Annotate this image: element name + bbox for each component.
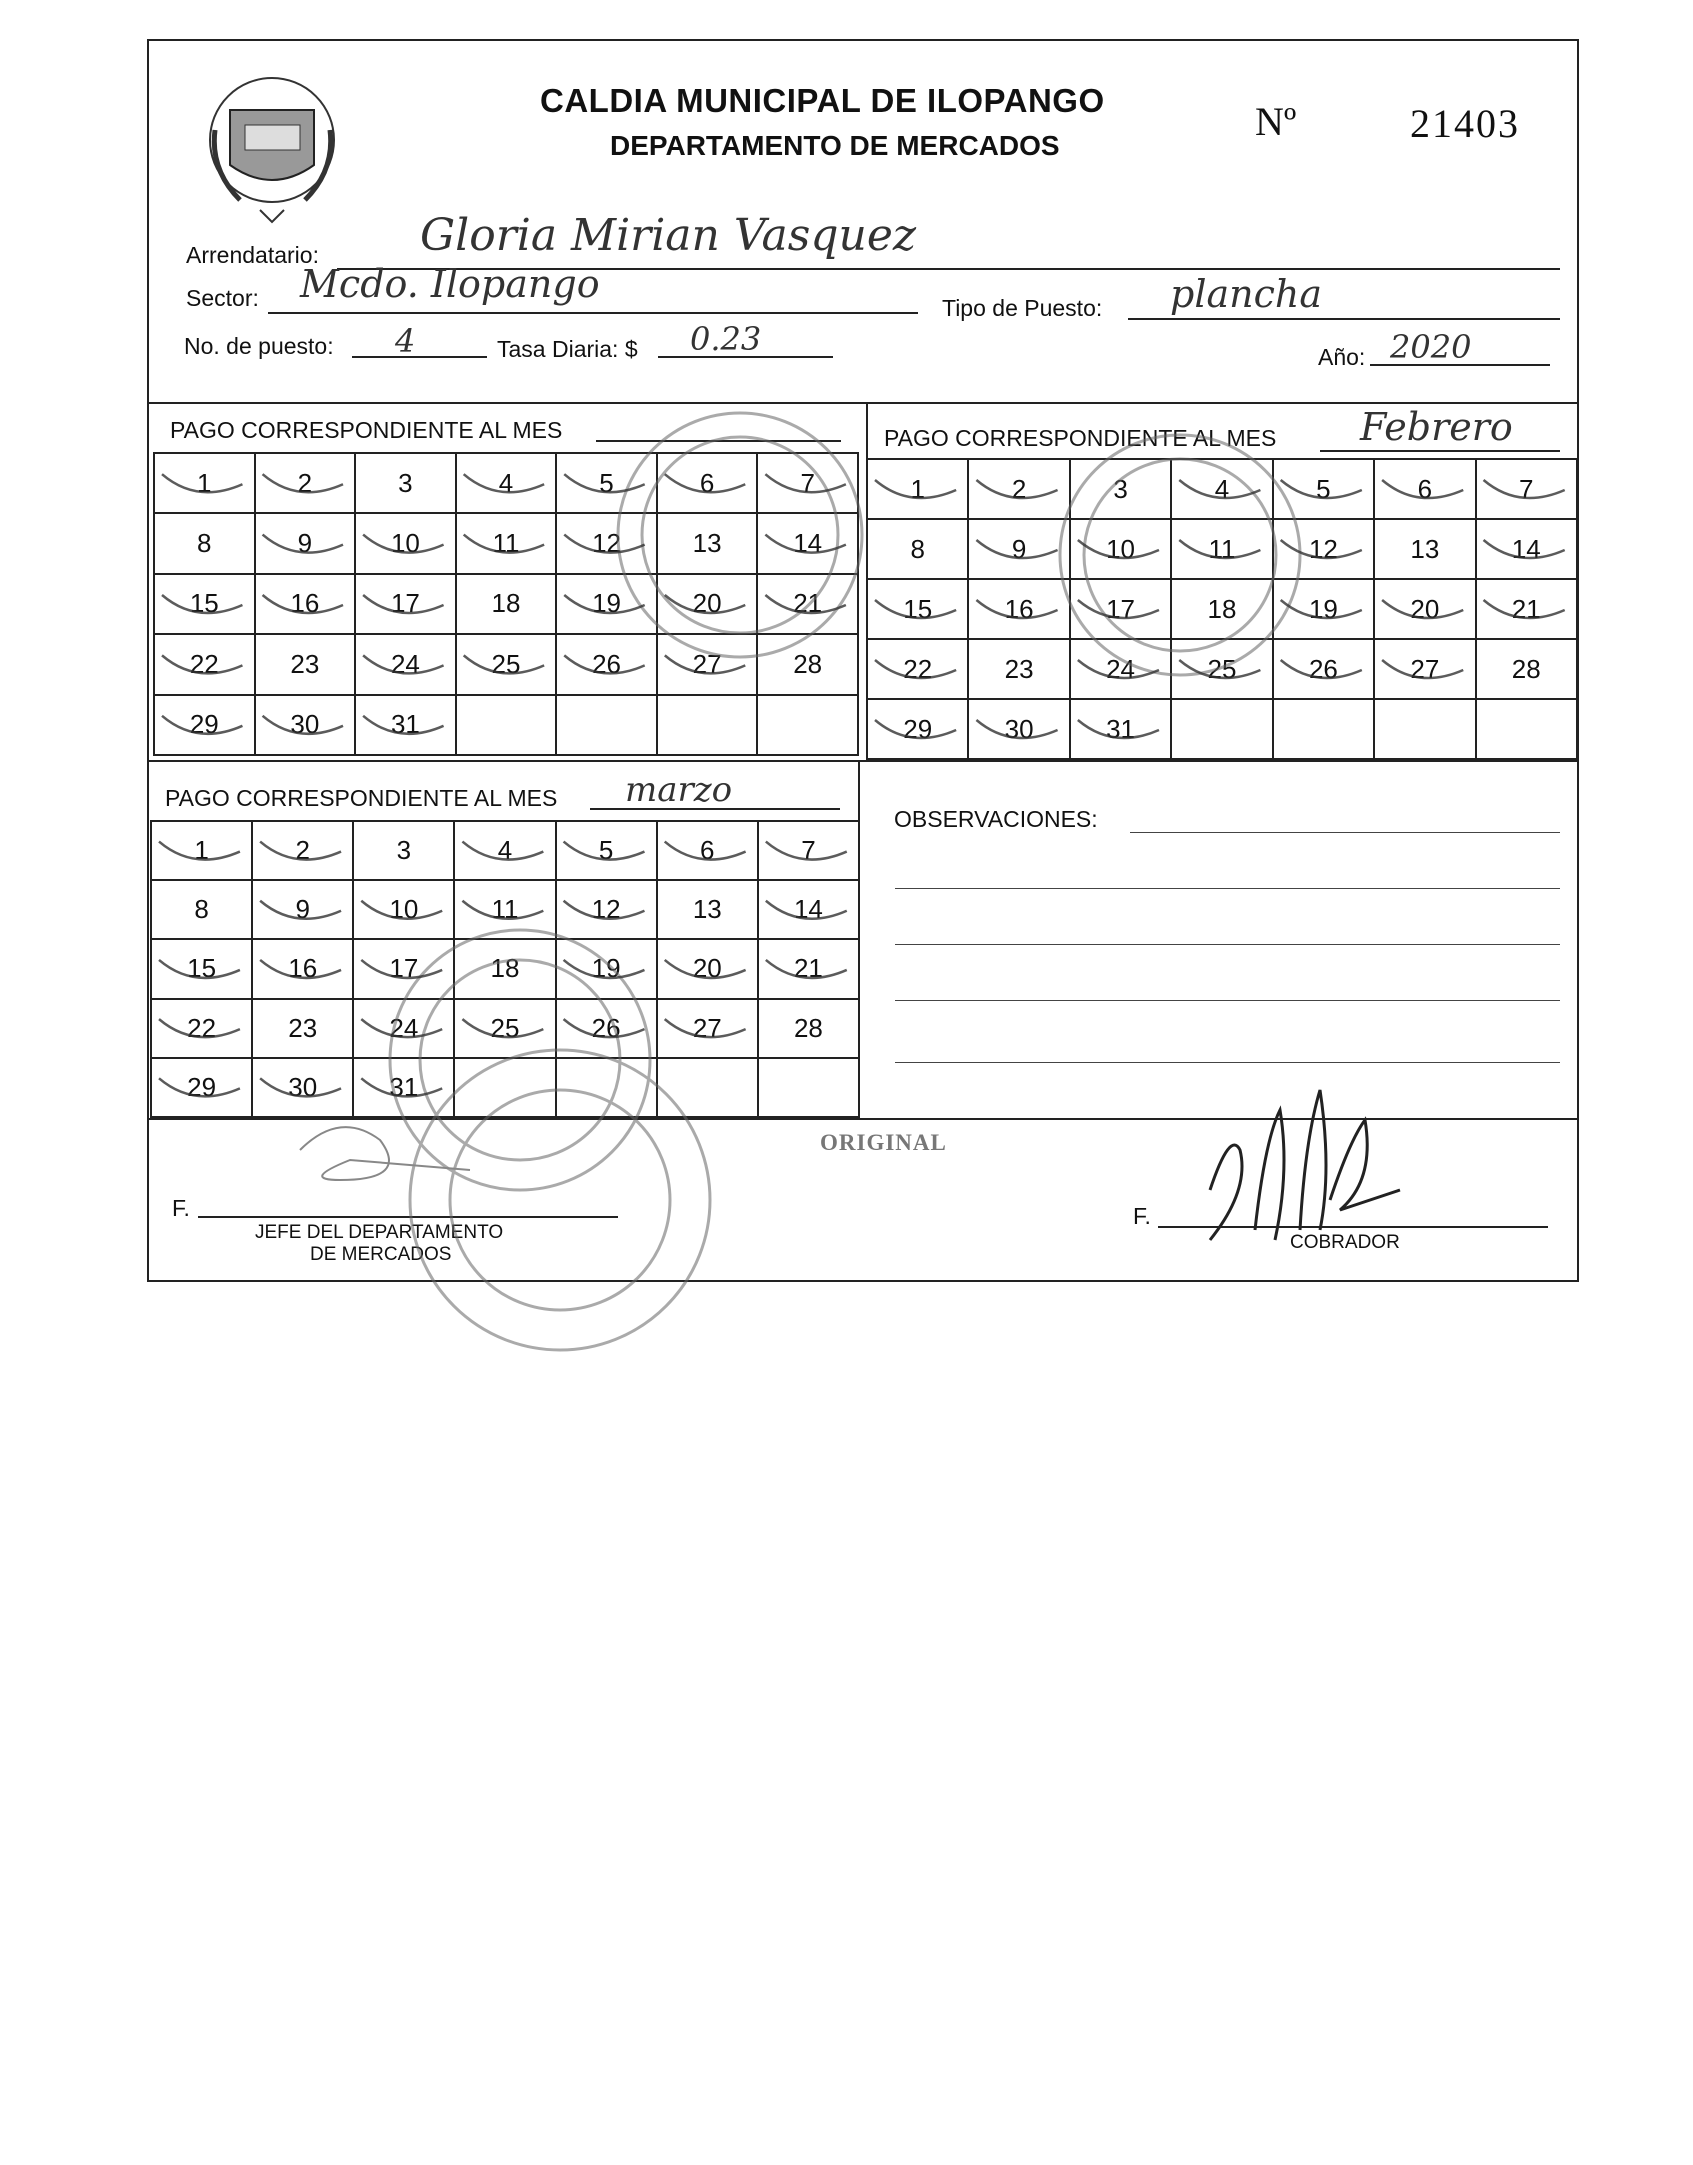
day-row: [151, 939, 859, 998]
left-signature-caption-1: JEFE DEL DEPARTAMENTO: [255, 1222, 504, 1243]
day-row: [154, 513, 858, 573]
day-cell: 11: [454, 880, 555, 939]
day-cell: 28: [757, 634, 858, 694]
month1-label: PAGO CORRESPONDIENTE AL MES: [170, 417, 563, 443]
day-cell: 28: [1476, 639, 1577, 699]
original-stamp: ORIGINAL: [820, 1130, 947, 1155]
puesto-label: No. de puesto:: [184, 333, 334, 359]
month3-label: PAGO CORRESPONDIENTE AL MES: [165, 785, 558, 811]
puesto-value: 4: [395, 322, 416, 360]
receipt-number: 21403: [1410, 101, 1520, 146]
day-cell: 4: [454, 821, 555, 880]
right-signature-caption: COBRADOR: [1290, 1232, 1400, 1253]
day-cell: 4: [456, 453, 557, 513]
day-cell: 7: [757, 453, 858, 513]
day-cell: [657, 1058, 758, 1117]
section-rule-bottom: [147, 1118, 1579, 1120]
day-cell: 16: [968, 579, 1069, 639]
day-row: [151, 1058, 859, 1117]
day-cell: 25: [454, 999, 555, 1058]
day-cell: 6: [657, 453, 758, 513]
day-cell: 24: [1070, 639, 1171, 699]
day-cell: 22: [867, 639, 968, 699]
day-cell: 21: [758, 939, 859, 998]
day-cell: 6: [657, 821, 758, 880]
day-cell: 15: [151, 939, 252, 998]
day-cell: 1: [151, 821, 252, 880]
day-cell: 1: [867, 459, 968, 519]
tipo-line: [1128, 318, 1560, 320]
day-cell: 25: [1171, 639, 1272, 699]
number-label: Nº: [1255, 99, 1297, 144]
day-cell: 10: [355, 513, 456, 573]
day-cell: 24: [353, 999, 454, 1058]
day-cell: 8: [154, 513, 255, 573]
day-cell: 26: [1273, 639, 1374, 699]
day-cell: 17: [355, 574, 456, 634]
day-cell: 12: [556, 513, 657, 573]
right-signature-line: [1158, 1226, 1548, 1228]
day-cell: 30: [255, 695, 356, 755]
day-cell: 18: [454, 939, 555, 998]
observaciones-line-3: [895, 944, 1560, 945]
day-cell: 5: [556, 821, 657, 880]
day-cell: 2: [255, 453, 356, 513]
day-row: [867, 579, 1577, 639]
day-cell: 25: [456, 634, 557, 694]
day-cell: 24: [355, 634, 456, 694]
month3-day-grid: [150, 820, 860, 1118]
day-cell: 3: [1070, 459, 1171, 519]
section-rule-top: [147, 402, 1579, 404]
puesto-line: [352, 356, 487, 358]
day-cell: 16: [252, 939, 353, 998]
left-signature-caption-2: DE MERCADOS: [310, 1244, 452, 1265]
day-cell: 17: [1070, 579, 1171, 639]
day-cell: 14: [757, 513, 858, 573]
day-row: [867, 519, 1577, 579]
day-cell: 20: [1374, 579, 1475, 639]
day-cell: 2: [968, 459, 1069, 519]
anio-label: Año:: [1318, 344, 1366, 370]
tipo-value: plancha: [1170, 272, 1323, 316]
section-rule-middle: [147, 760, 1579, 762]
day-cell: [1374, 699, 1475, 759]
day-cell: 18: [1171, 579, 1272, 639]
observaciones-line-5: [895, 1062, 1560, 1063]
day-cell: 9: [252, 880, 353, 939]
month1-line: [596, 440, 841, 442]
day-row: [867, 639, 1577, 699]
day-cell: 2: [252, 821, 353, 880]
day-cell: 1: [154, 453, 255, 513]
left-signature-line: [198, 1216, 618, 1218]
day-cell: 27: [657, 999, 758, 1058]
day-cell: [758, 1058, 859, 1117]
day-cell: 16: [255, 574, 356, 634]
day-cell: 21: [1476, 579, 1577, 639]
day-row: [151, 821, 859, 880]
day-cell: 13: [657, 880, 758, 939]
day-cell: 22: [151, 999, 252, 1058]
day-cell: 29: [151, 1058, 252, 1117]
day-cell: 19: [556, 939, 657, 998]
day-cell: 10: [1070, 519, 1171, 579]
sector-line: [268, 312, 918, 314]
day-row: [154, 574, 858, 634]
day-cell: 12: [556, 880, 657, 939]
observaciones-line-4: [895, 1000, 1560, 1001]
tipo-label: Tipo de Puesto:: [942, 295, 1103, 321]
day-cell: [556, 1058, 657, 1117]
day-cell: 8: [151, 880, 252, 939]
day-cell: 20: [657, 574, 758, 634]
day-cell: 7: [1476, 459, 1577, 519]
municipal-seal-icon: [200, 70, 345, 225]
left-signature-f: F.: [172, 1195, 190, 1221]
day-cell: 19: [556, 574, 657, 634]
day-cell: 28: [758, 999, 859, 1058]
day-cell: 23: [968, 639, 1069, 699]
sector-value: Mcdo. Ilopango: [300, 262, 600, 306]
day-cell: 12: [1273, 519, 1374, 579]
arrendatario-value: Gloria Mirian Vasquez: [420, 210, 917, 261]
day-cell: 9: [968, 519, 1069, 579]
day-cell: [456, 695, 557, 755]
day-cell: 9: [255, 513, 356, 573]
day-cell: [657, 695, 758, 755]
observaciones-line-2: [895, 888, 1560, 889]
sector-label: Sector:: [186, 285, 259, 311]
day-cell: 27: [1374, 639, 1475, 699]
title-departamento: DEPARTAMENTO DE MERCADOS: [610, 130, 1060, 161]
arrendatario-label: Arrendatario:: [186, 242, 319, 268]
day-cell: 13: [1374, 519, 1475, 579]
day-cell: 23: [252, 999, 353, 1058]
day-cell: 3: [353, 821, 454, 880]
tasa-label: Tasa Diaria: $: [497, 336, 638, 362]
day-cell: 20: [657, 939, 758, 998]
day-cell: 15: [867, 579, 968, 639]
month3-value: marzo: [625, 770, 733, 810]
day-cell: 30: [968, 699, 1069, 759]
title-alcaldia: CALDIA MUNICIPAL DE ILOPANGO: [540, 82, 1105, 119]
day-cell: 27: [657, 634, 758, 694]
day-cell: 13: [657, 513, 758, 573]
day-row: [867, 699, 1577, 759]
day-cell: [454, 1058, 555, 1117]
month1-day-grid: [153, 452, 859, 756]
day-row: [154, 634, 858, 694]
observaciones-line-1: [1130, 832, 1560, 833]
day-cell: 30: [252, 1058, 353, 1117]
observaciones-label: OBSERVACIONES:: [894, 806, 1098, 832]
day-cell: 14: [758, 880, 859, 939]
day-cell: 29: [867, 699, 968, 759]
day-cell: 10: [353, 880, 454, 939]
day-cell: 11: [456, 513, 557, 573]
day-cell: 15: [154, 574, 255, 634]
day-cell: [556, 695, 657, 755]
day-cell: 6: [1374, 459, 1475, 519]
month2-value: Febrero: [1360, 405, 1513, 449]
day-cell: [1273, 699, 1374, 759]
day-cell: [1476, 699, 1577, 759]
day-cell: 5: [556, 453, 657, 513]
day-cell: 19: [1273, 579, 1374, 639]
day-cell: 11: [1171, 519, 1272, 579]
tasa-value: 0.23: [690, 320, 762, 358]
day-cell: 31: [353, 1058, 454, 1117]
day-row: [154, 695, 858, 755]
day-cell: 14: [1476, 519, 1577, 579]
day-cell: 31: [1070, 699, 1171, 759]
day-cell: 4: [1171, 459, 1272, 519]
month2-day-grid: [866, 458, 1578, 760]
day-cell: 31: [355, 695, 456, 755]
month2-label: PAGO CORRESPONDIENTE AL MES: [884, 425, 1277, 451]
day-cell: 8: [867, 519, 968, 579]
day-row: [151, 880, 859, 939]
day-cell: [1171, 699, 1272, 759]
anio-value: 2020: [1390, 328, 1472, 366]
day-cell: 29: [154, 695, 255, 755]
day-cell: 23: [255, 634, 356, 694]
day-cell: 26: [556, 999, 657, 1058]
day-cell: 17: [353, 939, 454, 998]
day-cell: 18: [456, 574, 557, 634]
day-row: [154, 453, 858, 513]
day-cell: 3: [355, 453, 456, 513]
day-cell: 5: [1273, 459, 1374, 519]
month2-line: [1320, 450, 1560, 452]
day-cell: [757, 695, 858, 755]
day-cell: 26: [556, 634, 657, 694]
day-cell: 22: [154, 634, 255, 694]
day-row: [867, 459, 1577, 519]
day-cell: 21: [757, 574, 858, 634]
day-row: [151, 999, 859, 1058]
right-signature-f: F.: [1133, 1203, 1151, 1229]
day-cell: 7: [758, 821, 859, 880]
